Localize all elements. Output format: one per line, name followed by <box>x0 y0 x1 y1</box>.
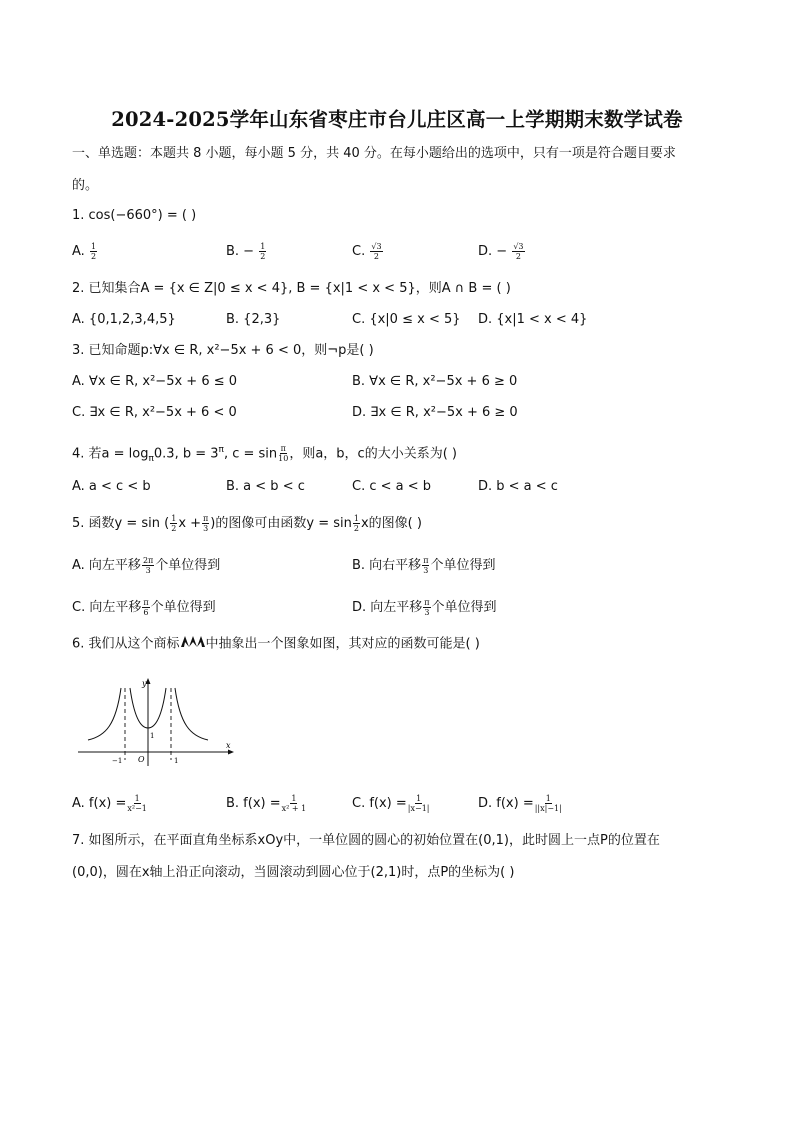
exam-title: 2024-2025学年山东省枣庄市台儿庄区高一上学期期末数学试卷 <box>111 108 683 131</box>
q5-stem-part-d: x的图像( ) <box>360 516 422 531</box>
q5-option-c-pre: C. 向左平移 <box>72 600 142 615</box>
q5-half-fraction <box>170 514 177 533</box>
y-axis-label: y <box>142 679 147 688</box>
q4-stem-part-d: ，则a，b，c的大小关系为( ) <box>289 446 457 462</box>
q7-line2: (0,0)，圆在x轴上沿正向滚动，当圆滚动到圆心位于(2,1)时，点P的坐标为( ) <box>72 865 515 880</box>
q1-d-num: √3 <box>513 242 524 251</box>
q3-option-c: C. ∃x ∈ R, x²−5x + 6 < 0 <box>72 405 237 420</box>
q5-b-den: 3 <box>423 566 429 575</box>
q3-option-a: A. ∀x ∈ R, x²−5x + 6 ≤ 0 <box>72 374 238 389</box>
q4-option-c: C. c < a < b <box>352 479 432 494</box>
q5-pi-third-fraction <box>202 514 209 533</box>
q6-option-c <box>352 794 430 813</box>
q5-option-b-suffix: 个单位得到 <box>430 558 496 573</box>
q1-option-a <box>72 242 98 261</box>
q5-pi-num: π <box>203 514 209 523</box>
q6-option-b-pre: B. f(x) = <box>226 796 281 811</box>
q5-d-num: π <box>424 598 430 607</box>
q5-option-d-suffix: 个单位得到 <box>431 600 497 615</box>
q1-c-num: √3 <box>371 242 382 251</box>
q5-three-den: 3 <box>203 524 209 533</box>
q6-d-num: 1 <box>545 794 551 803</box>
q5-stem-part-c: )的图像可由函数y = sin <box>210 516 352 531</box>
q5-option-b-pre: B. 向右平移 <box>352 558 422 573</box>
q4-option-d: D. b < a < c <box>478 479 558 494</box>
q6-option-d-fraction <box>535 794 562 813</box>
curve-left-branch <box>88 688 121 740</box>
q6-option-c-fraction <box>408 794 430 813</box>
q4-stem-part-c: , c = sin <box>223 446 278 462</box>
q1-a-num: 1 <box>90 242 97 251</box>
q1-option-c <box>352 242 384 261</box>
q6-a-den: x²−1 <box>127 804 147 813</box>
q5-option-c-fraction <box>142 598 149 617</box>
q2-option-b: B. {2,3} <box>226 312 281 327</box>
neg-one-label: −1 <box>112 757 123 765</box>
q5-option-d-fraction <box>423 598 430 617</box>
q5-half-den: 2 <box>171 524 177 533</box>
q6-c-num: 1 <box>416 794 422 803</box>
q4-stem-part-b: 0.3, b = 3 <box>153 446 219 462</box>
q4-log-base: π <box>148 453 154 464</box>
q6-b-den: x² + 1 <box>281 804 307 813</box>
q4-stem-part-a: 4. 若a = log <box>72 446 149 462</box>
q1-stem: 1. cos(−660°) = ( ) <box>72 208 197 223</box>
q1-option-a-label: A. <box>72 244 85 259</box>
q6-option-c-pre: C. f(x) = <box>352 796 407 811</box>
q5-b-num: π <box>423 556 429 565</box>
q5-c-den: 6 <box>143 608 149 617</box>
q5-stem-part-b: x + <box>178 516 202 531</box>
q6-option-d <box>478 794 563 813</box>
q4-stem <box>72 441 457 468</box>
q5-a-den: 3 <box>145 566 151 575</box>
q5-half2-num: 1 <box>353 514 359 523</box>
q5-stem <box>72 514 422 533</box>
q6-b-num: 1 <box>291 794 297 803</box>
q6-option-a <box>72 794 148 813</box>
q5-d-den: 3 <box>424 608 430 617</box>
pos-one-label: 1 <box>174 757 179 765</box>
q4-frac-den: 10 <box>278 454 289 464</box>
q1-option-d <box>478 242 526 261</box>
q6-option-b <box>226 794 307 813</box>
q5-option-b <box>352 556 495 575</box>
q6-stem <box>72 634 480 654</box>
q5-option-a <box>72 556 220 575</box>
q1-b-den: 2 <box>260 252 266 261</box>
q5-half2-den: 2 <box>353 524 359 533</box>
q2-option-c: C. {x|0 ≤ x < 5} <box>352 312 461 327</box>
q5-half-num: 1 <box>171 514 177 523</box>
q2-stem: 2. 已知集合A = {x ∈ Z|0 ≤ x < 4}, B = {x|1 < x < 5}，则A ∩ B = ( ) <box>72 281 511 296</box>
q1-option-b-fraction <box>259 242 266 261</box>
x-axis-arrow-icon <box>228 750 234 755</box>
q1-option-d-label: D. − <box>478 244 508 259</box>
q2-option-d: D. {x|1 < x < 4} <box>478 312 588 327</box>
q5-option-c <box>72 598 216 617</box>
curve-right-branch <box>175 688 208 740</box>
q6-c-den: |x−1| <box>407 804 430 813</box>
q1-option-b-label: B. − <box>226 244 255 259</box>
section-heading-line2: 的。 <box>72 178 99 193</box>
q4-exponent: π <box>218 445 224 455</box>
q1-option-d-fraction <box>512 242 524 261</box>
q7-line1: 7. 如图所示，在平面直角坐标系xOy中，一单位圆的圆心的初始位置在(0,1)，此时圆上一点P的位置在 <box>72 833 660 848</box>
q1-option-b <box>226 242 267 261</box>
q4-option-a: A. a < c < b <box>72 479 151 494</box>
q1-option-c-label: C. <box>352 244 366 259</box>
x-axis-label: x <box>226 741 231 750</box>
q5-half-fraction-2 <box>353 514 360 533</box>
q5-option-c-suffix: 个单位得到 <box>150 600 216 615</box>
q6-stem-part-a: 6. 我们从这个商标 <box>72 636 180 652</box>
q1-a-den: 2 <box>90 252 97 261</box>
q5-option-a-pre: A. 向左平移 <box>72 558 141 573</box>
function-graph <box>76 676 236 768</box>
q5-option-d <box>352 598 497 617</box>
trademark-logo-icon <box>180 634 206 654</box>
q1-option-a-fraction <box>90 242 97 261</box>
q5-a-num: 2π <box>142 556 154 565</box>
q5-option-b-fraction <box>422 556 429 575</box>
q4-fraction <box>278 444 288 463</box>
q5-stem-part-a: 5. 函数y = sin ( <box>72 516 170 531</box>
q4-frac-num: π <box>280 444 286 454</box>
q6-option-b-fraction <box>282 794 307 813</box>
q5-c-num: π <box>143 598 149 607</box>
q6-a-num: 1 <box>134 794 140 803</box>
q6-stem-part-b: 中抽象出一个图象如图，其对应的函数可能是( ) <box>205 636 480 652</box>
q3-option-d: D. ∃x ∈ R, x²−5x + 6 ≥ 0 <box>352 405 518 420</box>
q5-option-a-fraction <box>142 556 154 575</box>
q6-option-a-pre: A. f(x) = <box>72 796 127 811</box>
origin-label: O <box>138 755 145 764</box>
q4-option-b: B. a < b < c <box>226 479 305 494</box>
q6-d-den: ||x|−1| <box>534 804 562 813</box>
q1-option-c-fraction <box>370 242 382 261</box>
q1-b-num: 1 <box>260 242 266 251</box>
q1-d-den: 2 <box>515 252 521 261</box>
q3-option-b: B. ∀x ∈ R, x²−5x + 6 ≥ 0 <box>352 374 518 389</box>
q2-option-a: A. {0,1,2,3,4,5} <box>72 312 176 327</box>
q6-option-a-fraction <box>127 794 147 813</box>
section-heading-line1: 一、单选题：本题共 8 小题，每小题 5 分，共 40 分。在每小题给出的选项中，只有一项是符合题目要求 <box>72 146 676 161</box>
y-intercept-label: 1 <box>150 732 155 740</box>
q1-c-den: 2 <box>373 252 379 261</box>
q5-option-a-suffix: 个单位得到 <box>155 558 221 573</box>
q5-option-d-pre: D. 向左平移 <box>352 600 423 615</box>
q3-stem: 3. 已知命题p:∀x ∈ R, x²−5x + 6 < 0，则¬p是( ) <box>72 343 374 358</box>
q6-option-d-pre: D. f(x) = <box>478 796 534 811</box>
